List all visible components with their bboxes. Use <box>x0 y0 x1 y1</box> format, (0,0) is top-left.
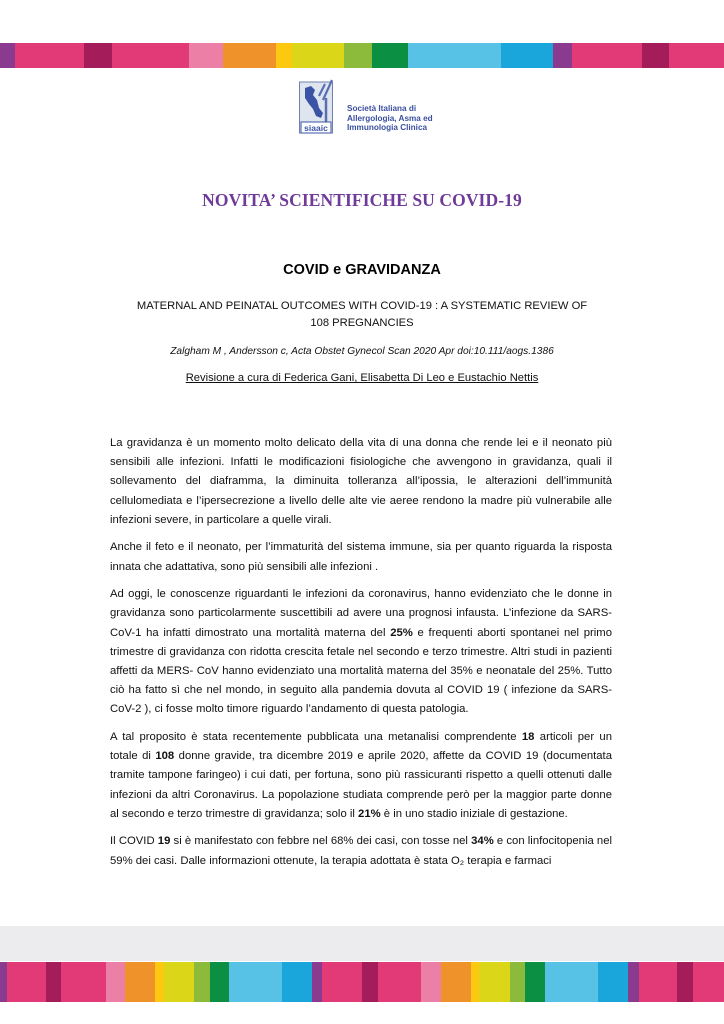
color-band-segment <box>572 43 642 68</box>
color-band-segment <box>628 962 639 1002</box>
review-authors: Revisione a cura di Federica Gani, Elisabetta Di Leo e Eustachio Nettis <box>185 372 539 384</box>
color-band-segment <box>125 962 155 1002</box>
color-band-segment <box>344 43 372 68</box>
color-band-segment <box>0 43 15 68</box>
color-band-segment <box>479 962 510 1002</box>
logo-acronym: siaaic <box>304 123 328 133</box>
color-band-segment <box>0 962 7 1002</box>
color-band-segment <box>372 43 408 68</box>
body-paragraph <box>110 434 612 530</box>
color-band-segment <box>7 962 46 1002</box>
paragraph-text: e con linfocitopenia nel 59% dei casi. Dalle informazioni ottenute, la terapia adottata è stata O₂ terapia e farmaci <box>110 835 612 867</box>
color-band-segment <box>642 43 669 68</box>
color-band-segment <box>229 962 282 1002</box>
color-band-segment <box>639 962 677 1002</box>
body-paragraph <box>110 585 612 719</box>
paragraph-text: è in uno stadio iniziale di gestazione. <box>380 807 568 820</box>
color-band-segment <box>510 962 525 1002</box>
color-band-segment <box>223 43 276 68</box>
article-title: MATERNAL AND PEINATAL OUTCOMES WITH COVID-19 : A SYSTEMATIC REVIEW OF 108 PREGNANCIES <box>136 300 588 329</box>
color-band-segment <box>693 962 724 1002</box>
color-band-segment <box>15 43 84 68</box>
bold-text: 108 <box>155 750 175 763</box>
color-band-segment <box>362 962 378 1002</box>
paragraph-text: si è manifestato con febbre nel 68% dei casi, con tosse nel <box>170 835 472 848</box>
article-citation: Zalgham M , Andersson c, Acta Obstet Gynecol Scan 2020 Apr doi:10.111/aogs.1386 <box>170 346 554 357</box>
color-band-segment <box>441 962 471 1002</box>
color-band-segment <box>106 962 125 1002</box>
color-band-segment <box>545 962 598 1002</box>
color-band-segment <box>408 43 501 68</box>
logo-name-line: Società Italiana di <box>347 104 417 113</box>
paragraph-text: Il COVID <box>110 835 158 848</box>
section-kicker: NOVITA’ SCIENTIFICHE SU COVID-19 <box>202 190 522 210</box>
color-band-segment <box>84 43 112 68</box>
bold-text: 34% <box>471 835 494 848</box>
color-band-segment <box>61 962 106 1002</box>
footer-area <box>0 926 724 961</box>
color-band-segment <box>421 962 441 1002</box>
color-band-segment <box>378 962 421 1002</box>
color-band-segment <box>471 962 479 1002</box>
color-band-segment <box>553 43 572 68</box>
paragraph-text: donne gravide, tra dicembre 2019 e aprile 2020, affette da COVID 19 (documentata tramite tampone faringeo) i cui dati, per fortuna, sono più rassicuranti rispetto a quelli ottenuti dalle infezioni da altri Coronavirus. La popolazione studiata comprende però per la maggior parte donne al secondo e terzo trimestre di gravidanza; solo il <box>110 750 612 820</box>
color-band-segment <box>155 962 164 1002</box>
logo-society-name <box>347 104 433 133</box>
siaaic-logo-icon <box>299 78 335 134</box>
color-band-segment <box>292 43 344 68</box>
color-band-segment <box>525 962 545 1002</box>
color-band-segment <box>322 962 362 1002</box>
paragraph-text: e frequenti aborti spontanei nel primo trimestre di gravidanza con ridotta crescita fetale nel secondo e terzo trimestre. Altri studi in pazienti affetti da MERS- CoV hanno evidenziato una mortalità materna del 35% e neonatale del 25%. Tutto ciò ha fatto sì che nel mondo, in seguito alla pandemia dovuta al COVID 19 ( infezione da SARS-CoV-2 ), ci fosse molto timore riguardo l’andamento di questa patologia. <box>110 626 613 716</box>
paragraph-text: articoli per un totale di <box>110 731 612 763</box>
bold-text: 18 <box>521 731 535 744</box>
paragraph-text: La gravidanza è un momento molto delicato della vita di una donna che rende lei e il neonato più sensibili alle infezioni. Infatti le modificazioni fisiologiche che avvengono in gravidanza, quali il sollevamento del diaframma, la diminuita tolleranza all’ipossia, le alterazioni dell’immunità cellulomediata e l’ipersecrezione a livello delle alte vie aeree rendono la madre più vulnerabile alle infezioni severe, in particolare a quelle virali. <box>110 437 612 526</box>
body-paragraph <box>110 538 612 576</box>
color-band-segment <box>194 962 210 1002</box>
body-paragraph <box>110 728 612 824</box>
logo-name-line: Allergologia, Asma ed <box>347 113 433 123</box>
logo-name-line: Immunologia Clinica <box>347 123 428 133</box>
color-band-segment <box>112 43 189 68</box>
header-color-band <box>0 43 724 68</box>
paragraph-text: Ad oggi, le conoscenze riguardanti le infezioni da coronavirus, hanno evidenziato che le donne in gravidanza sono particolarmente suscettibili ad avere una prognosi infausta. L’infezione da SARS-CoV-1 ha infatti dimostrato una mortalità materna del <box>110 588 612 639</box>
bold-text: 21% <box>358 807 381 820</box>
article-body <box>110 434 612 879</box>
footer-color-band <box>0 962 724 1002</box>
bold-text: 19 <box>157 835 171 848</box>
body-paragraph <box>110 832 612 870</box>
color-band-segment <box>677 962 693 1002</box>
color-band-segment <box>598 962 628 1002</box>
color-band-segment <box>210 962 229 1002</box>
color-band-segment <box>312 962 322 1002</box>
color-band-segment <box>46 962 61 1002</box>
color-band-segment <box>501 43 553 68</box>
color-band-segment <box>669 43 724 68</box>
siaaic-logo <box>299 76 439 136</box>
bold-text: 25% <box>390 626 413 639</box>
color-band-segment <box>282 962 312 1002</box>
color-band-segment <box>189 43 223 68</box>
color-band-segment <box>164 962 194 1002</box>
paragraph-text: A tal proposito è stata recentemente pubblicata una metanalisi comprendente <box>110 731 522 744</box>
color-band-segment <box>276 43 292 68</box>
document-title: COVID e GRAVIDANZA <box>283 262 441 278</box>
paragraph-text: Anche il feto e il neonato, per l’immaturità del sistema immune, sia per quanto riguarda la risposta innata che adattativa, sono più sensibili alle infezioni . <box>110 541 612 573</box>
